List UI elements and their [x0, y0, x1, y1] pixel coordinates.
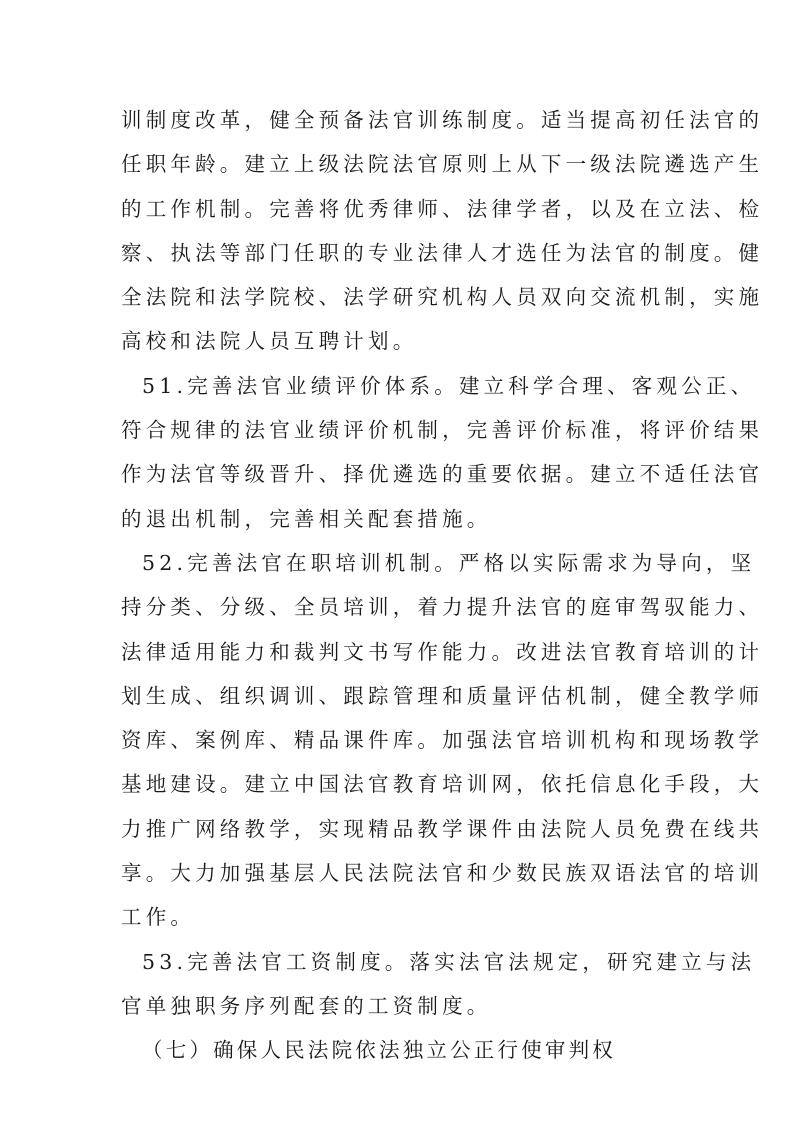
paragraph-line: 察、执法等部门任职的专业法律人才选任为法官的制度。健 [121, 240, 764, 265]
paragraph-line: 基地建设。建立中国法官教育培训网，依托信息化手段，大 [121, 772, 764, 797]
item-52-first-line: 52.完善法官在职培训机制。严格以实际需求为导向，坚 [142, 550, 756, 575]
paragraph-line: 法律适用能力和裁判文书写作能力。改进法官教育培训的计 [121, 639, 764, 664]
item-51-first-line: 51.完善法官业绩评价体系。建立科学合理、客观公正、 [142, 373, 756, 398]
paragraph-line: 划生成、组织调训、跟踪管理和质量评估机制，健全教学师 [121, 683, 764, 708]
section-heading: （七）确保人民法院依法独立公正行使审判权 [142, 1038, 616, 1063]
paragraph-line: 训制度改革，健全预备法官训练制度。适当提高初任法官的 [121, 108, 764, 132]
paragraph-line: 符合规律的法官业绩评价机制，完善评价标准，将评价结果 [121, 418, 764, 443]
paragraph-line: 的工作机制。完善将优秀律师、法律学者，以及在立法、检 [121, 196, 764, 221]
paragraph-line: 任职年龄。建立上级法院法官原则上从下一级法院遴选产生 [121, 152, 764, 177]
paragraph-line: 工作。 [121, 905, 196, 930]
paragraph-line: 力推广网络教学，实现精品教学课件由法院人员免费在线共 [121, 816, 764, 841]
paragraph-line: 享。大力加强基层人民法院法官和少数民族双语法官的培训 [121, 861, 764, 886]
paragraph-line: 全法院和法学院校、法学研究机构人员双向交流机制，实施 [121, 285, 764, 310]
paragraph-line: 作为法官等级晋升、择优遴选的重要依据。建立不适任法官 [121, 462, 764, 487]
document-body [121, 98, 764, 1073]
paragraph-line: 官单独职务序列配套的工资制度。 [121, 993, 492, 1018]
paragraph-line: 高校和法院人员互聘计划。 [121, 329, 418, 354]
paragraph-line: 的退出机制，完善相关配套措施。 [121, 506, 492, 531]
item-53-first-line: 53.完善法官工资制度。落实法官法规定，研究建立与法 [142, 949, 756, 974]
paragraph-line: 持分类、分级、全员培训，着力提升法官的庭审驾驭能力、 [121, 595, 764, 620]
paragraph-line: 资库、案例库、精品课件库。加强法官培训机构和现场教学 [121, 728, 764, 753]
